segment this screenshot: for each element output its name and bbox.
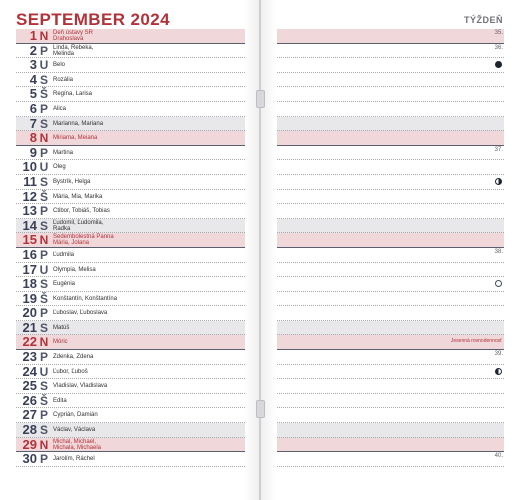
week-row[interactable] [277,350,504,365]
name-day-text: Martina [53,149,74,156]
day-number: 4 [29,71,37,87]
weekday-abbr: S [39,379,48,394]
name-day-text: Cyprián, Damián [53,412,98,419]
weekday-abbr: S [39,277,48,292]
name-day-text: Sedembolestná Panna Mária, Jolana [53,234,114,247]
day-number: 23 [22,349,37,365]
weekday-abbr: N [39,437,49,452]
name-day-text: Vladislav, Vladislava [53,383,108,390]
right-page [261,0,520,500]
week-number: 35. [494,30,503,36]
week-row[interactable] [277,306,504,321]
left-page [0,0,259,500]
name-day-text: Alica [53,105,67,112]
name-day-text: Michal, Michael, Michala, Michaela [53,438,102,451]
name-day-text: Miriama, Meiana [53,135,98,142]
day-row[interactable] [16,175,245,190]
name-day-text: Móric [53,339,68,346]
week-row[interactable] [277,146,504,161]
day-number: 21 [22,319,37,335]
name-day-text: Konštantín, Konštantína [53,295,118,302]
weekday-abbr: U [39,160,49,175]
name-day-text: Oleg [53,164,66,171]
week-row[interactable] [277,452,504,467]
day-row[interactable] [16,190,245,205]
name-day-text: Ľudmila [53,251,75,258]
day-row[interactable] [16,29,245,44]
day-row[interactable] [16,233,245,248]
new-moon-icon [495,61,502,68]
week-row[interactable] [277,219,504,234]
name-day-text: Linda, Rebeka, Melinda [53,44,94,57]
week-number: 37. [494,146,503,153]
week-row[interactable] [277,263,504,278]
day-row[interactable] [16,321,245,336]
day-row[interactable] [16,58,245,73]
week-row[interactable] [277,29,504,44]
day-row[interactable] [16,73,245,88]
day-number: 19 [22,290,37,306]
name-day-text: Mária, Mia, Marika [53,193,103,200]
day-row[interactable] [16,146,245,161]
day-number: 26 [22,392,37,408]
day-row[interactable] [16,452,245,467]
weekday-abbr: S [39,116,48,131]
week-row[interactable] [277,292,504,307]
weekday-abbr: P [39,452,48,467]
weekday-abbr: U [39,364,49,379]
name-day-text: Bystrík, Helga [53,178,91,185]
day-row[interactable] [16,117,245,132]
week-row[interactable] [277,365,504,380]
week-notes-list [277,29,504,467]
week-row[interactable] [277,438,504,453]
day-number: 17 [22,261,37,277]
week-row[interactable] [277,175,504,190]
name-day-text: Ľubor, Ľuboš [53,368,88,375]
day-row[interactable] [16,408,245,423]
week-row[interactable] [277,204,504,219]
day-row[interactable] [16,350,245,365]
weekday-abbr: S [39,218,48,233]
day-number: 11 [23,173,37,189]
day-row[interactable] [16,365,245,380]
first-quarter-moon-icon [495,178,502,185]
day-row[interactable] [16,263,245,278]
week-row[interactable] [277,335,504,350]
name-day-text: Regína, Larisa [53,91,93,98]
weekday-abbr: Š [39,291,48,306]
day-row[interactable] [16,379,245,394]
name-day-text: Marianna, Mariana [53,120,104,127]
binding-clip [256,90,265,108]
week-row[interactable] [277,160,504,175]
weekday-abbr: P [39,350,48,365]
equinox-note: Jesenná rovnodennosť [450,338,502,345]
weekday-abbr: S [39,423,48,438]
day-number: 6 [29,100,37,116]
weekday-abbr: P [39,204,48,219]
weekday-abbr: P [39,145,48,160]
weekday-abbr: P [39,247,48,262]
weekday-abbr: N [39,131,49,146]
week-row[interactable] [277,408,504,423]
week-row[interactable] [277,321,504,336]
day-row[interactable] [16,277,245,292]
day-number: 3 [29,57,37,73]
day-number: 13 [22,203,37,219]
day-row[interactable] [16,204,245,219]
name-day-text: Václav, Václava [53,427,96,434]
day-row[interactable] [16,102,245,117]
binding-clip [256,400,265,418]
weekday-abbr: P [39,101,48,116]
day-number: 2 [29,42,37,58]
day-row[interactable] [16,87,245,102]
day-list [16,29,245,467]
day-number: 24 [22,363,37,379]
week-row[interactable] [277,233,504,248]
day-number: 18 [22,276,37,292]
week-row[interactable] [277,131,504,146]
weekday-abbr: U [39,262,49,277]
day-row[interactable] [16,248,245,263]
name-day-text: Eugénia [53,281,76,288]
day-row[interactable] [16,219,245,234]
name-day-text: Jarolím, Ráchel [53,456,95,463]
day-number: 27 [22,407,37,423]
weekday-abbr: P [39,43,48,58]
weekday-abbr: P [39,306,48,321]
day-row[interactable] [16,292,245,307]
day-number: 5 [29,86,37,102]
day-row[interactable] [16,131,245,146]
day-row[interactable] [16,394,245,409]
week-row[interactable] [277,102,504,117]
day-number: 25 [22,378,37,394]
name-day-text: Rozália [53,76,74,83]
name-day-text: Deň ústavy SR Drahoslava [53,30,94,42]
name-day-text: Ľuboslav, Ľuboslava [53,310,108,317]
day-row[interactable] [16,438,245,453]
day-number: 12 [22,188,37,204]
day-number: 15 [22,232,37,248]
weekday-abbr: N [39,29,49,43]
day-number: 9 [29,144,37,160]
week-row[interactable] [277,73,504,88]
weekday-abbr: Š [39,189,48,204]
day-row[interactable] [16,335,245,350]
name-day-text: Ľudomil, Ľudomila, Radka [53,219,104,232]
name-day-text: Zdenka, Zdena [53,354,94,361]
name-day-text: Ctibor, Tobiáš, Tobias [53,208,110,215]
week-row[interactable] [277,117,504,132]
month-title: SEPTEMBER 2024 [16,10,170,29]
week-row[interactable] [277,87,504,102]
week-row[interactable] [277,423,504,438]
week-number: 36. [494,44,503,51]
day-number: 29 [22,436,37,452]
week-number: 40. [494,453,503,460]
weekday-abbr: N [39,335,49,350]
weekday-abbr: N [39,233,49,248]
week-row[interactable] [277,58,504,73]
weekday-abbr: S [39,72,48,87]
last-quarter-moon-icon [495,368,502,375]
full-moon-icon [495,280,502,287]
day-number: 16 [22,246,37,262]
week-column-title: TÝŽDEŇ [464,15,503,25]
day-number: 8 [29,130,37,146]
week-number: 38. [494,248,503,255]
week-row[interactable] [277,190,504,205]
binding-spine [259,0,261,500]
day-number: 10 [22,159,37,175]
day-row[interactable] [16,44,245,59]
name-day-text: Edita [53,397,67,404]
name-day-text: Matúš [53,324,70,331]
week-row[interactable] [277,248,504,263]
day-number: 28 [22,422,37,438]
name-day-text: Olympia, Melisa [53,266,96,273]
weekday-abbr: Š [39,393,48,408]
day-row[interactable] [16,306,245,321]
weekday-abbr: U [39,58,49,73]
day-number: 22 [22,334,37,350]
weekday-abbr: P [39,408,48,423]
name-day-text: Belo [53,62,66,69]
day-row[interactable] [16,160,245,175]
weekday-abbr: S [39,174,48,189]
week-row[interactable] [277,44,504,59]
day-row[interactable] [16,423,245,438]
day-number: 20 [22,305,37,321]
day-number: 14 [22,217,37,233]
weekday-abbr: S [39,320,48,335]
week-row[interactable] [277,379,504,394]
week-row[interactable] [277,394,504,409]
week-number: 39. [494,351,503,358]
weekday-abbr: Š [39,87,48,102]
week-row[interactable] [277,277,504,292]
day-number: 1 [29,28,37,43]
day-number: 30 [22,451,37,467]
day-number: 7 [29,115,37,131]
